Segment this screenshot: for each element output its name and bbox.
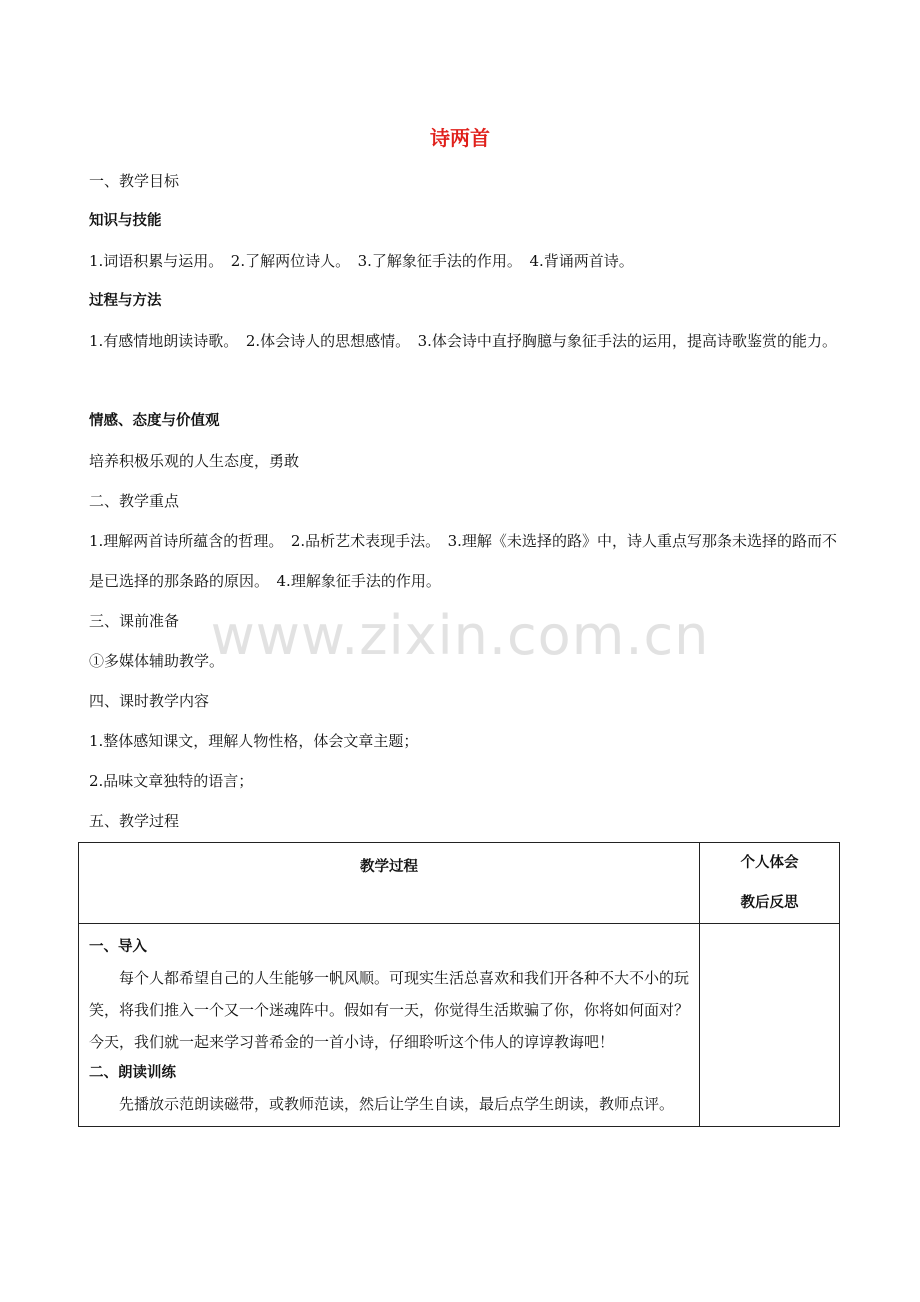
part-2-text: 先播放示范朗读磁带，或教师范读，然后让学生自读，最后点学生朗读，教师点评。	[119, 1095, 675, 1113]
section-4-item-1: 1.整体感知课文，理解人物性格，体会文章主题；	[89, 732, 419, 750]
table-body-row	[79, 924, 840, 1127]
section-2-text: 1.理解两首诗所蕴含的哲理。 2.品析艺术表现手法。 3.理解《未选择的路》中，诗人重点写那条未选择的路而不是已选择的那条路的原因。 4.理解象征手法的作用。	[89, 532, 837, 590]
section-5-heading: 五、教学过程	[89, 812, 180, 830]
reflection-content-cell	[700, 924, 840, 1127]
emotion-heading: 情感、态度与价值观	[89, 413, 220, 429]
part-1-text: 每个人都希望自己的人生能够一帆风顺。可现实生活总喜欢和我们开各种不大不小的玩笑，将我们推入一个又一个迷魂阵中。假如有一天，你觉得生活欺骗了你，你将如何面对？今天，我们就一起来学习普希金的一首小诗，仔细聆听这个伟人的谆谆教诲吧！	[89, 969, 690, 1051]
process-column-header	[79, 843, 700, 924]
section-3-text: ①多媒体辅助教学。	[89, 652, 225, 670]
emotion-text: 培养积极乐观的人生态度，勇敢	[89, 452, 300, 470]
reflection-column-header	[700, 843, 840, 924]
part-2-heading: 二、朗读训练	[89, 1065, 176, 1081]
section-2-heading: 二、教学重点	[89, 492, 180, 510]
page-title: 诗两首	[430, 126, 490, 150]
teaching-process-table	[78, 842, 840, 1127]
section-4-item-2: 2.品味文章独特的语言；	[89, 772, 254, 790]
knowledge-text: 1.词语积累与运用。 2.了解两位诗人。 3.了解象征手法的作用。 4.背诵两首诗。	[89, 252, 634, 270]
watermark: www.zixin.com.cn	[210, 604, 710, 667]
section-1-heading: 一、教学目标	[89, 172, 180, 190]
table-header-row	[79, 843, 840, 924]
reflection-header-line-1: 个人体会	[740, 855, 799, 871]
process-content-cell	[79, 924, 700, 1127]
part-1-heading: 一、导入	[89, 939, 147, 955]
section-4-heading: 四、课时教学内容	[89, 692, 210, 710]
knowledge-heading: 知识与技能	[89, 213, 162, 229]
process-column-header-label: 教学过程	[360, 859, 418, 875]
section-3-heading: 三、课前准备	[89, 612, 180, 630]
process-heading: 过程与方法	[89, 293, 162, 309]
process-text: 1.有感情地朗读诗歌。 2.体会诗人的思想感情。 3.体会诗中直抒胸臆与象征手法的运用，提高诗歌鉴赏的能力。	[89, 332, 837, 350]
reflection-header-line-2: 教后反思	[740, 895, 799, 911]
